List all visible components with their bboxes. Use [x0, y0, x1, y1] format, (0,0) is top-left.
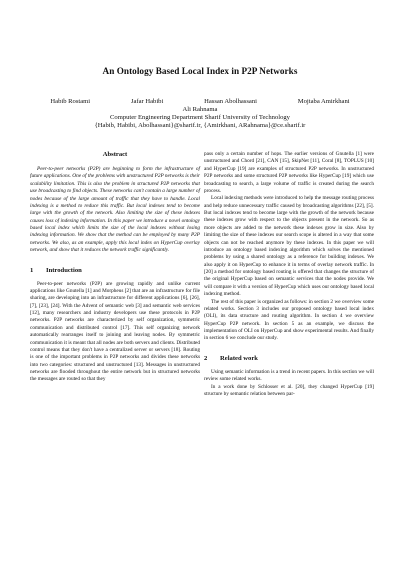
body-paragraph: pass only a certain number of hops. The earlier versions of Gnutella [1] were unstructured and Chord [21], CAN [15], SkipNet [11], Coral [8], TOPLUS [10] and HyperCup [19] are examples of structured P2P networks. In unstructured P2P networks and some structured P2P networks like HyperCup [19] which use broadcasting to search, a large volume of traffic is created during the search process. — [204, 151, 374, 194]
section-heading — [30, 267, 200, 275]
author-name: Habib Rostami — [50, 98, 91, 105]
body-paragraph: Peer-to-peer networks (P2P) are growing rapidly and unlike current applications like Gnutella [1] and Morpheus [2] that are an infrastructure for file sharing, are developing into an infrastructure for different applications [6], [26],[7], [23], [24]. With the Advent of semantic web [3] and semantic web services [12], many researchers and industry developers use these protocols in P2P networks. P2P networks are characterized by self organization, symmetric communication and distributed control [17]. This self organizing network automatically rearranges itself to joining and leaving nodes. By symmetric communication it is meant that all nodes are both servers and clients. Distributed control means that they don't have a centralized server or servers [18]. Routing is one of the important problems in P2P networks and divides these networks into two categories: structured and unstructured [13]. Messages in unstructured networks are flooded throughout the entire network but in structured networks the messages are routed so that they — [30, 280, 200, 383]
affiliation: Computer Engineering Department Sharif University of Technology — [110, 114, 290, 121]
author-name: Ali Rahnama — [182, 106, 218, 113]
body-paragraph: Local indexing methods were introduced to help the message routing process and help reduce unnecessary traffic caused by broadcasting algorithms [22], [5]. But local indexes tend to become large with the growth of the network because these indexes grow with respect to the objects present in the network. So as more objects are added to the network these indexes grow in size. Also by limiting the size of these indexes our search scope is altered in a way that some objects can not be reached anymore by these indexes. In this paper we will introduce an ontology based indexing algorithm which solves the mentioned problems by using a shared ontology as a reference for building indexes. We also apply it on HyperCup to enhance it in terms of overlay network traffic. In [20] a method for ontology based routing is offered that changes the structure of the original HyperCup based on semantic services that the nodes provide. We will compare it with a version of HyperCup which uses our ontology based local indexing method. — [204, 195, 374, 298]
abstract-heading: Abstract — [102, 151, 128, 158]
paper-title: An Ontology Based Local Index in P2P Networks — [102, 66, 298, 76]
abstract-text: Peer-to-peer networks (P2P) are beginning to form the infrastructure of future applications. One of the problems with unstructured P2P networks is their scalability limitation. This is also the problem in structured P2P networks that use broadcasting to find objects. These networks can't contain a large number of nodes because of the large amount of traffic that they have to handle. Local indexing is a method to reduce this traffic. But local indexes tend to become large with the growth of the network. Also limiting the size of these indexes causes loss of indexing information. In this paper we introduce a novel ontology based local index which limits the size of the local indexes without losing indexing information. We show that the method can be employed by many P2P networks. We also, as an example, apply this local index on HyperCup overlay network, and show that it reduces the network traffic significantly. — [30, 166, 200, 254]
section-title: Related work — [220, 354, 258, 362]
section-title: Introduction — [46, 266, 82, 274]
author-list — [30, 98, 370, 105]
left-column — [30, 151, 200, 384]
right-column — [204, 151, 374, 398]
section-number: 1 — [30, 266, 34, 274]
author-name: Jafar Habibi — [130, 98, 164, 105]
author-name: Mojtaba Amirkhani — [297, 98, 350, 105]
body-paragraph: The rest of this paper is organized as follows: in section 2 we overview some related works. Section 3 includes our proposed ontology based local index (OLI), its data structure and routing algorithm. In section 4 we overview HyperCup P2P network. In section 5 as an example, we discuss the implementation of OLI on HyperCup and show experimental results. And finally in section 6 we conclude our study. — [204, 298, 374, 342]
section-number: 2 — [204, 354, 208, 362]
section-heading — [204, 355, 374, 363]
body-paragraph: Using semantic information is a trend in recent papers. In this section we will review some related works. — [204, 368, 374, 383]
body-paragraph: In a work done by Schlosser et al. [20], they changed HyperCup [19] structure by semantic relation between par- — [204, 383, 374, 397]
author-name: Hassan Abolhassani — [204, 98, 257, 105]
author-emails: {Habib, Habibi, Abolhassani}@sharif.ir, {Amirkhani, ARahnama}@ce.sharif.ir — [94, 122, 306, 129]
abstract — [30, 151, 200, 255]
